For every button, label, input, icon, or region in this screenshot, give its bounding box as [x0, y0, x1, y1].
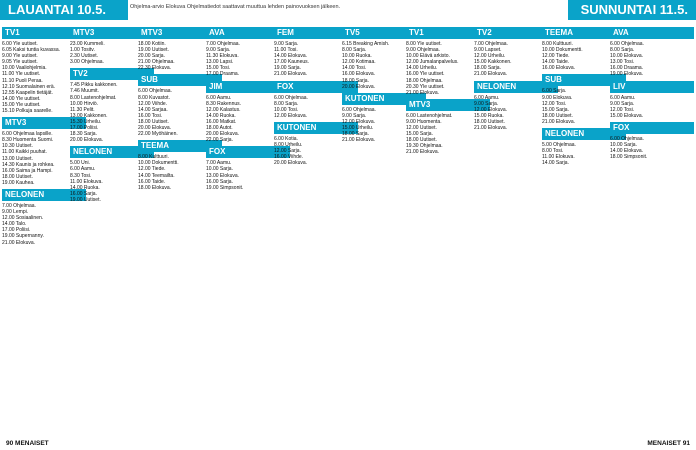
program-item: 6.00 Ohjelmaa lapsille. — [2, 131, 53, 138]
program-item: 9.00 Sarja. — [342, 112, 367, 119]
channel-header: TV2 — [70, 68, 154, 80]
program-item: 8.00 Sarja. — [274, 100, 299, 107]
program-item: 18.00 Sarja. — [342, 131, 369, 138]
program-item: 10.00 Tosi. — [274, 106, 299, 113]
program-item: 16.00 Matkat. — [206, 118, 237, 125]
channel-header: TV1 — [2, 27, 86, 39]
program-item: 7.00 Ohjelmaa. — [206, 41, 240, 47]
program-item: 9.00 Sarja. — [610, 100, 635, 107]
program-item: 19.00 Simpsonit. — [206, 184, 244, 191]
program-item: 20.00 Elokuva. — [206, 131, 240, 138]
program-item: 15.00 Urheilu. — [342, 125, 374, 132]
program-item: 10.00 Sarja. — [206, 166, 233, 173]
program-item: 7.00 Aamu. — [206, 160, 232, 167]
program-item: 15.10 Polkuja saarelle. — [2, 108, 53, 115]
channel-header: JIM — [206, 81, 290, 93]
program-item: 7.00 Ohjelmaa. — [474, 41, 508, 47]
program-item: 16.00 Sarja. — [70, 190, 97, 197]
program-item: 18.30 Sarja. — [70, 131, 97, 138]
program-item: 10.00 Ruoka. — [342, 53, 372, 60]
program-item: 12.00 Uutiset. — [406, 125, 437, 132]
channel-header: KUTONEN — [342, 93, 426, 105]
program-item: 13.00 Lapsi. — [206, 59, 234, 66]
page-number-left: 90 MENAISET — [6, 440, 49, 447]
channel-header: NELONEN — [70, 146, 154, 158]
program-item: 17.00 Kauneus. — [274, 59, 310, 66]
program-item: 18.00 Sarja. — [474, 65, 501, 72]
program-item: 8.00 Tosi. — [542, 148, 564, 155]
program-item: 15.30 Urheilu. — [70, 118, 102, 125]
channel-header: MTV3 — [406, 99, 490, 111]
program-item: 18.00 Uutiset. — [138, 118, 169, 125]
program-item: 19.00 Supernanny. — [2, 233, 44, 240]
program-item: 19.00 Kauhea. — [2, 179, 35, 186]
program-item: 17.00 Poliisi. — [2, 227, 31, 234]
program-item: 12.00 Tosi. — [610, 106, 635, 113]
program-item: 16.00 Elokuva. — [342, 71, 376, 78]
program-item: 12.10 Suomalainen erä. — [2, 83, 56, 90]
program-item: 14.00 Elokuva. — [274, 53, 308, 60]
program-item: 9.00 Elokuva. — [542, 94, 573, 101]
program-item: 11.30 Elokuva. — [206, 53, 239, 60]
program-item: 12.00 Kalastus. — [206, 106, 241, 113]
program-item: 9.00 Huomenta. — [406, 118, 442, 125]
program-item: 6.00 Aamu. — [206, 94, 232, 101]
program-item: 16.00 Taide. — [138, 178, 166, 185]
program-item: 12.00 Sosiaalinen. — [2, 215, 44, 222]
program-item: 16.00 Viihde. — [274, 154, 304, 161]
program-item: 8.00 Kulttuuri. — [138, 154, 169, 161]
program-item: 21.00 Ohjelmaa. — [138, 59, 175, 66]
program-item: 6.00 Yle uutiset. — [2, 41, 38, 47]
program-item: 21.00 Elokuva. — [406, 149, 440, 156]
program-item: 9.00 Ohjelmaa. — [406, 47, 440, 54]
channel-header: TV1 — [406, 27, 490, 39]
program-item: 18.00 Autot. — [206, 125, 233, 132]
channel-header: FOX — [274, 81, 358, 93]
program-item: 6.00 Ohjelmaa. — [274, 94, 308, 101]
program-item: 11.00 Kaikki puuhat. — [2, 149, 47, 156]
program-item: 7.46 Muumit. — [70, 88, 99, 95]
program-item: 9.00 Lapset. — [474, 47, 502, 54]
program-item: 15.00 Sarja. — [406, 131, 433, 138]
program-item: 10.30 Uutiset. — [2, 143, 33, 150]
program-item: 16.00 Elokuva. — [542, 65, 576, 72]
program-item: 12.00 Elokuva. — [342, 118, 376, 125]
footer — [0, 436, 696, 450]
program-item: 11.00 Elokuva. — [542, 154, 575, 161]
channel-header: LIV — [610, 81, 694, 93]
program-item: 17.00 Poliisi. — [70, 125, 99, 132]
program-item: 18.00 Ohjelmaa. — [406, 77, 443, 84]
program-item: 8.30 Rakennus. — [206, 100, 242, 107]
channel-header: SUB — [542, 74, 626, 86]
program-item: 12.00 Elokuva. — [474, 106, 508, 113]
program-item: 8.30 Tosi. — [70, 172, 92, 179]
program-item: 14.00 Yle uutiset. — [2, 95, 41, 102]
program-item: 10.00 Sarja. — [610, 142, 637, 149]
program-item: 1.00 Tositv. — [70, 47, 95, 54]
program-item: 19.00 Elokuva. — [610, 71, 644, 78]
program-item: 9.00 Yle uutiset. — [2, 53, 38, 60]
program-item: 14.00 Sarjaa. — [138, 106, 168, 113]
program-item: 6.00 Sarja. — [542, 88, 567, 95]
program-item: 12.00 Viihde. — [138, 100, 168, 107]
program-item: 11.10 Puoli Peraa. — [2, 77, 43, 84]
program-item: 16.00 Sarja. — [206, 178, 233, 185]
channel-header: AVA — [610, 27, 694, 39]
program-item: 3.00 Ohjelmaa. — [70, 59, 104, 66]
program-item: 6.00 Ohjelmaa. — [138, 88, 172, 95]
program-item: 8.00 Kuvastot. — [138, 94, 170, 101]
program-item: 6.15 Breaking Amish. — [342, 41, 390, 47]
program-item: 21.00 Elokuva. — [2, 239, 36, 246]
program-item: 10.00 Elokuva. — [610, 53, 644, 60]
program-item: 16.00 Saima ja Hampi. — [2, 167, 53, 174]
program-item: 11.00 Elokuva. — [70, 178, 103, 185]
program-item: 16.00 Yle uutiset. — [406, 71, 445, 78]
channel-header: KUTONEN — [274, 122, 358, 134]
program-item: 8.00 Urheilu. — [274, 142, 303, 149]
program-item: 10.00 Elävä arkisto. — [406, 53, 450, 60]
legend: Ohjelma-arvio Elokuva Ohjelmatiedot saattavat muuttua lehden painovuoksen jälkeen. — [130, 4, 341, 10]
program-item: 12.00 Tiede. — [138, 166, 166, 173]
program-item: 5.00 Uni. — [70, 160, 91, 167]
program-item: 14.00 Tosi. — [342, 65, 367, 72]
program-item: 9.05 Yle uutiset. — [2, 59, 38, 66]
program-item: 15.00 Ruoka. — [474, 112, 504, 119]
program-item: 9.00 Lempi. — [2, 209, 29, 216]
program-item: 15.00 Yle uutiset. — [2, 101, 41, 108]
program-item: 13.00 Uutiset. — [2, 155, 33, 162]
program-item: 9.00 Sarja. — [206, 47, 231, 54]
program-item: 8.00 Lastenohjelmat. — [70, 94, 117, 101]
program-item: 14.00 Urheilu. — [406, 65, 438, 72]
program-item: 14.00 Talo. — [2, 221, 27, 228]
program-item: 22.30 Elokuva. — [138, 65, 172, 72]
program-item: 20.30 Yle uutiset. — [406, 83, 445, 90]
program-item: 21.00 Elokuva. — [474, 125, 508, 132]
program-item: 2.30 Uutiset. — [70, 53, 99, 60]
program-item: 12.00 Tiede. — [542, 53, 570, 60]
program-item: 6.00 Ohjelmaa. — [610, 41, 644, 47]
program-item: 20.00 Elokuva. — [138, 125, 172, 132]
program-item: 19.00 Uutiset. — [70, 196, 101, 203]
program-item: 20.00 Sarja. — [138, 53, 165, 60]
program-item: 8.00 Yle uutiset. — [406, 41, 442, 47]
program-item: 6.00 Aamu. — [70, 166, 96, 173]
program-item: 12.00 Elokuva. — [274, 112, 308, 119]
program-item: 12.00 Kotimaa. — [342, 59, 376, 66]
program-item: 7.45 Pikku kakkonen. — [70, 82, 118, 89]
day-title-left: LAUANTAI 10.5. — [0, 0, 128, 20]
program-item: 19.30 Ohjelmaa. — [406, 143, 443, 150]
program-item: 13.00 Kakkonen. — [70, 112, 108, 119]
program-item: 14.00 Teemailta. — [138, 172, 175, 179]
program-item: 20.00 Elokuva. — [342, 83, 376, 90]
program-item: 6.05 Kaksi tuntia kuvassa. — [2, 47, 61, 54]
program-item: 21.00 Elokuva. — [542, 118, 576, 125]
channel-header: TV5 — [342, 27, 426, 39]
program-item: 6.00 Kotia. — [274, 135, 298, 142]
program-item: 21.00 Elokuva. — [342, 137, 376, 144]
program-item: 5.00 Ohjelmaa. — [542, 142, 576, 149]
program-item: 14.00 Elokuva. — [610, 148, 644, 155]
top-bar — [0, 0, 696, 20]
program-item: 12.00 Jumalanpalvelus. — [406, 59, 459, 66]
program-item: 18.00 Simpsonit. — [610, 154, 648, 161]
program-item: 18.00 Kotiin. — [138, 41, 166, 47]
program-item: 16.00 Draama. — [610, 65, 644, 72]
program-item: 20.00 Elokuva. — [274, 160, 308, 167]
program-item: 21.00 Elokuva. — [406, 89, 440, 96]
program-item: 11.00 Yle uutiset. — [2, 71, 41, 78]
program-item: 22.00 Myöhäinen. — [138, 131, 178, 138]
program-item: 18.00 Uutiset. — [2, 173, 33, 180]
program-item: 14.30 Kaunis ja rohkea. — [2, 161, 55, 168]
program-item: 15.00 Elokuva. — [610, 112, 644, 119]
program-item: 18.00 Sarja. — [342, 77, 369, 84]
program-item: 10.00 Dokumentti. — [542, 47, 583, 54]
channel-header: MTV3 — [70, 27, 154, 39]
program-item: 14.00 Taide. — [542, 59, 570, 66]
program-item: 23.00 Kummeli. — [70, 41, 105, 47]
program-item: 13.00 Tosi. — [610, 59, 635, 66]
program-item: 11.00 Tosi. — [274, 47, 298, 54]
program-item: 22.00 Sarja. — [206, 137, 233, 144]
program-item: 10.00 Dokumentti. — [138, 160, 179, 167]
channel-header: NELONEN — [542, 128, 626, 140]
program-item: 18.00 Uutiset. — [474, 118, 505, 125]
program-item: 18.00 Elokuva. — [138, 184, 172, 191]
program-item: 12.00 Urheilu. — [474, 53, 506, 60]
channel-header: FOX — [610, 122, 694, 134]
program-item: 19.00 Uutiset. — [138, 47, 169, 54]
program-item: 21.00 Elokuva. — [474, 71, 508, 78]
program-item: 10.00 Vaaliohjelmia. — [2, 65, 47, 72]
program-item: 14.00 Ruoka. — [70, 184, 100, 191]
program-item: 12.55 Kaapelin tietäjät. — [2, 89, 53, 96]
program-column — [610, 24, 694, 432]
program-item: 9.00 Sarja. — [474, 100, 499, 107]
channel-header: FOX — [206, 146, 290, 158]
program-item: 20.00 Elokuva. — [70, 137, 104, 144]
program-item: 6.00 Aamu. — [610, 94, 636, 101]
channel-header: TEEMA — [138, 140, 222, 152]
channel-header: SUB — [138, 74, 222, 86]
channel-header: MTV3 — [2, 117, 86, 129]
channel-header: TEEMA — [542, 27, 626, 39]
program-item: 15.00 Kakkonen. — [474, 59, 512, 66]
program-item: 7.00 Ohjelmaa. — [2, 202, 36, 209]
program-item: 14.00 Sarja. — [542, 160, 569, 167]
program-item: 17.00 Draama. — [206, 71, 240, 78]
program-item: 14.00 Ruoka. — [206, 112, 236, 119]
program-item: 8.00 Kulttuuri. — [542, 41, 573, 47]
program-item: 19.00 Sarja. — [274, 65, 301, 72]
program-item: 8.00 Sarja. — [610, 47, 635, 54]
program-item: 13.00 Elokuva. — [206, 172, 240, 179]
program-item: 18.00 Uutiset. — [542, 112, 573, 119]
program-item: 6.00 Aamu. — [474, 94, 500, 101]
program-item: 21.00 Elokuva. — [274, 71, 308, 78]
program-item: 15.00 Tosi. — [206, 65, 231, 72]
day-title-right: SUNNUNTAI 11.5. — [568, 0, 696, 20]
channel-header: NELONEN — [2, 189, 86, 201]
program-item: 11.30 Pelit. — [70, 106, 95, 113]
channel-header: NELONEN — [474, 81, 558, 93]
program-item: 18.00 Uutiset. — [406, 137, 437, 144]
program-item: 6.00 Ohjelmaa. — [342, 106, 376, 113]
program-item: 6.00 Ohjelmaa. — [610, 135, 644, 142]
page-number-right: MENAISET 91 — [647, 440, 690, 447]
program-item: 8.30 Huomenta Suomi. — [2, 137, 54, 144]
program-item: 12.00 Sarja. — [274, 148, 301, 155]
program-item: 16.00 Tosi. — [138, 112, 163, 119]
program-item: 10.00 Hirviö. — [70, 100, 99, 107]
channel-header: AVA — [206, 27, 290, 39]
program-item: 8.00 Sarja. — [342, 47, 367, 54]
program-item: 12.00 Tosi. — [542, 100, 567, 107]
program-item: 6.00 Lastenohjelmat. — [406, 112, 453, 119]
channel-header: TV2 — [474, 27, 558, 39]
program-item: 15.00 Sarja. — [542, 106, 569, 113]
channel-header: MTV3 — [138, 27, 222, 39]
program-item: 9.00 Sarja. — [274, 41, 299, 47]
channel-header: FEM — [274, 27, 358, 39]
